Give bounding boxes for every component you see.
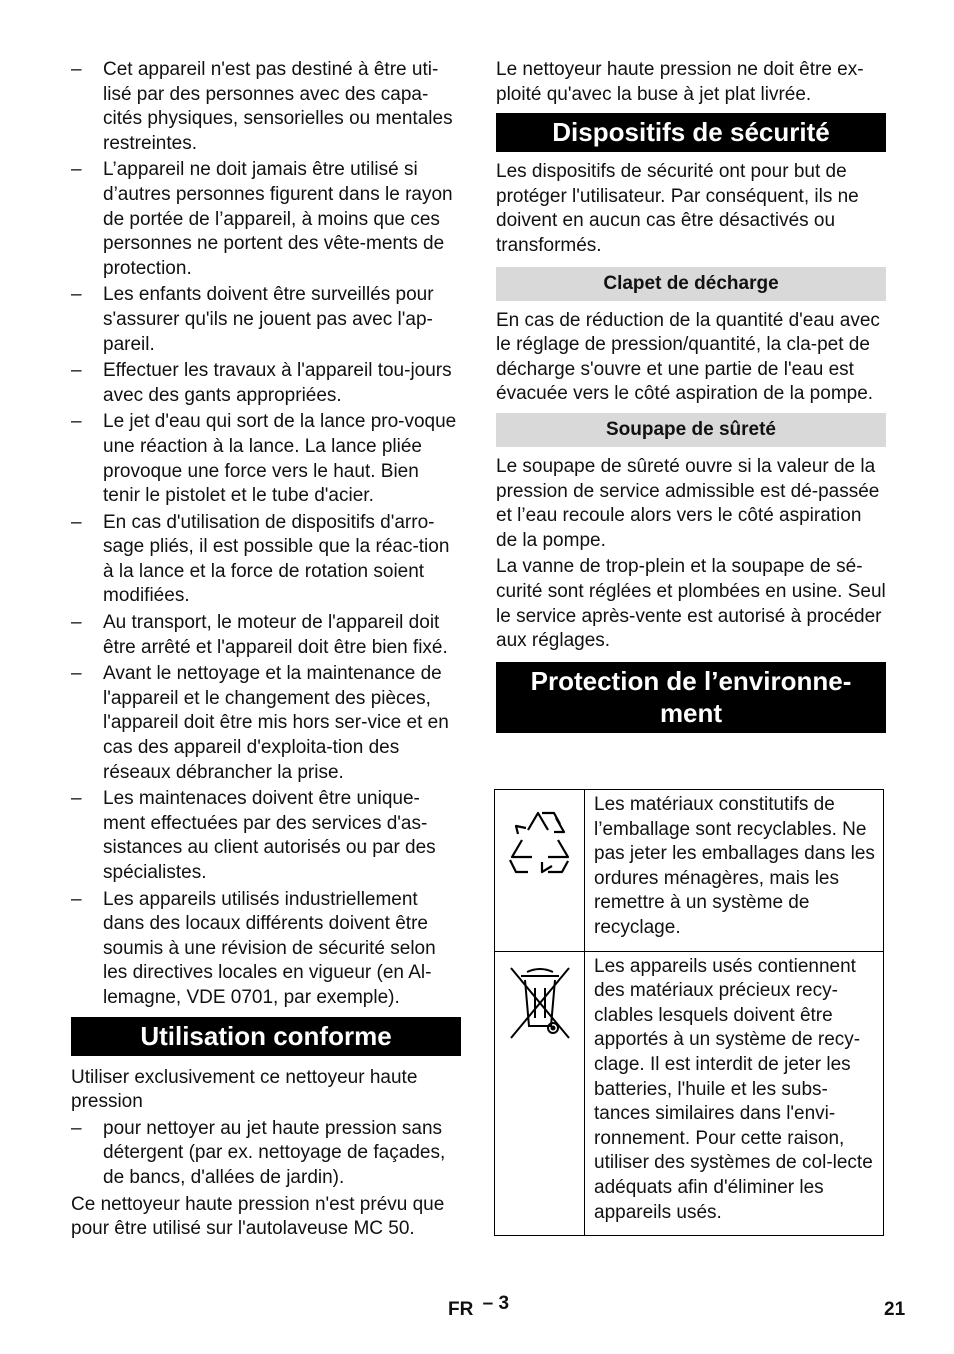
- subheading-clapet: Clapet de décharge: [496, 267, 886, 301]
- utilisation-intro: Utiliser exclusivement ce nettoyeur haute pression: [71, 1066, 418, 1113]
- safety-list: [71, 58, 461, 1011]
- crossed-bin-icon: [505, 962, 575, 1042]
- icon-cell: [495, 951, 585, 1236]
- right-column: [496, 58, 886, 733]
- footer-language: [448, 1293, 510, 1323]
- list-item: – Avant le nettoyage et la maintenance de l'appareil et le changement des pièces, l'appareil doit être mis hors ser-vice et en cas des appareil d'exploita-tion des réseaux débrancher la prise.: [71, 662, 461, 785]
- page-number: 21: [884, 1299, 906, 1320]
- language-code: FR: [448, 1299, 474, 1320]
- left-column: [71, 58, 461, 1244]
- section-heading-utilisation: Utilisation conforme: [71, 1017, 461, 1056]
- list-item: – Effectuer les travaux à l'appareil tou-jours avec des gants appropriées.: [71, 359, 461, 408]
- securite-paragraph: Les dispositifs de sécurité ont pour but de protéger l'utilisateur. Par conséquent, ils ne doivent en aucun cas être désactivés ou transformés.: [496, 161, 859, 256]
- table-cell: Les matériaux constitutifs de l’emballage sont recyclables. Ne pas jeter les emballages dans les ordures ménagères, mais les remettre à un système de recyclage.: [585, 790, 884, 952]
- table-row: [495, 951, 884, 1236]
- list-item: – L’appareil ne doit jamais être utilisé si d’autres personnes figurent dans le rayon de portée de l’appareil, à moins que ces personnes ne portent des vête-ments de protection.: [71, 158, 461, 281]
- soupape-paragraph-2: La vanne de trop-plein et la soupape de sé-curité sont réglées et plombées en usine. Seul le service après-vente est autorisé à procéder aux réglages.: [496, 556, 886, 652]
- table-cell: Les appareils usés contiennent des matériaux précieux recy-clables lesquels doivent être apportés à un système de recy-clage. Il est interdit de jeter les batteries, l'huile et les subs-tances similaires dans l'envi-ronnement. Pour cette raison, utiliser des systèmes de col-lecte adéquats afin d'éliminer les appareils usés.: [585, 951, 884, 1236]
- icon-cell: [495, 790, 585, 952]
- subheading-soupape: Soupape de sûreté: [496, 413, 886, 447]
- list-item: – Le jet d'eau qui sort de la lance pro-voque une réaction à la lance. La lance pliée provoque une force vers le haut. Bien tenir le pistolet et le tube d'acier.: [71, 410, 461, 508]
- list-item: – Cet appareil n'est pas destiné à être uti-lisé par des personnes avec des capa-cités physiques, sensorielles ou mentales restreintes.: [71, 58, 461, 156]
- list-item: – En cas d'utilisation de dispositifs d'arro-sage pliés, il est possible que la réac-tion à la lance et la force de rotation soient modifiées.: [71, 511, 461, 609]
- recycling-icon: [502, 800, 578, 876]
- section-heading-environnement: Protection de l’environne-ment: [496, 662, 886, 733]
- list-item: – Les maintenaces doivent être unique-ment effectuées par des services d'as-sistances au client autorisés ou par des spécialistes.: [71, 787, 461, 885]
- utilisation-list: [71, 1117, 461, 1191]
- list-item: – Les appareils utilisés industriellement dans des locaux différents doivent être soumis à une révision de sécurité selon les directives locales en vigueur (en Al-lemagne, VDE 0701, par exemple).: [71, 888, 461, 1011]
- list-item: – pour nettoyer au jet haute pression sans détergent (par ex. nettoyage de façades, de bancs, d'allées de jardin).: [71, 1117, 461, 1191]
- utilisation-outro: Ce nettoyeur haute pression n'est prévu que pour être utilisé sur l'autolaveuse MC 50.: [71, 1193, 445, 1240]
- section-page: – 3: [482, 1293, 510, 1314]
- list-item: – Les enfants doivent être surveillés pour s'assurer qu'ils ne jouent pas avec l'ap-pareil.: [71, 283, 461, 357]
- soupape-paragraph-1: Le soupape de sûreté ouvre si la valeur de la pression de service admissible est dé-passée et l’eau recoule alors vers le côté aspiration de la pompe.: [496, 455, 880, 551]
- buse-paragraph: Le nettoyeur haute pression ne doit être ex-ploité qu'avec la buse à jet plat livrée.: [496, 59, 864, 105]
- section-heading-securite: Dispositifs de sécurité: [496, 113, 886, 152]
- clapet-paragraph: En cas de réduction de la quantité d'eau avec le réglage de pression/quantité, la cla-pet de décharge s'ouvre et une partie de l'eau est évacuée vers le côté aspiration de la pompe.: [496, 309, 880, 405]
- table-row: [495, 790, 884, 952]
- list-item: – Au transport, le moteur de l'appareil doit être arrêté et l'appareil doit être bien fixé.: [71, 611, 461, 660]
- environment-table: [494, 789, 884, 1236]
